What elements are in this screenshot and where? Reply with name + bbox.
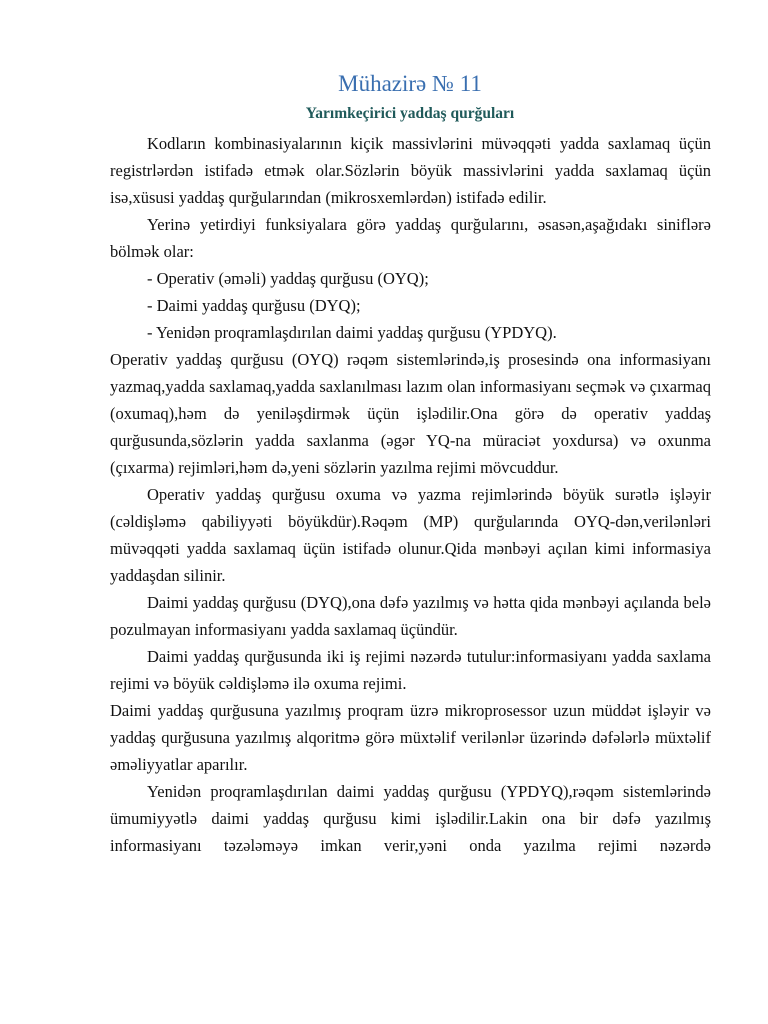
paragraph-dyq-modes: Daimi yaddaş qurğusunda iki iş rejimi nəzərdə tutulur:informasiyanı yadda saxlama rejimi və böyük cəldişləmə ilə oxuma rejimi. bbox=[110, 647, 711, 693]
list-item-dyq: - Daimi yaddaş qurğusu (DYQ); bbox=[147, 296, 361, 315]
paragraph-ypdyq-description: Yenidən proqramlaşdırılan daimi yaddaş qurğusu (YPDYQ),rəqəm sistemlərində ümumiyyətlə daimi yaddaş qurğusu kimi işlədilir.Lakin ona bir dəfə yazılmış informasiyanı təzələməyə imkan verir,yəni onda yazılma rejimi nəzərdə bbox=[110, 782, 711, 855]
paragraph-oyq-description: Operativ yaddaş qurğusu (OYQ) rəqəm sistemlərində,iş prosesində ona informasiyanı yazmaq,yadda saxlamaq,yadda saxlanılması lazım olan informasiyanı seçmək və çıxarmaq (oxumaq),həm də yeniləşdirmək üçün işlədilir.Ona görə də operativ yaddaş qurğusunda,sözlərin yadda saxlanma (əgər YQ-na müraciət yoxdursa) və oxunma (çıxarma) rejimləri,həm də,yeni sözlərin yazılma rejimi mövcuddur. bbox=[110, 350, 711, 477]
list-item-oyq: - Operativ (əməli) yaddaş qurğusu (OYQ); bbox=[147, 269, 429, 288]
paragraph-registers: Kodların kombinasiyalarının kiçik massivlərini müvəqqəti yadda saxlamaq üçün registrlərdən istifadə etmək olar.Sözlərin böyük massivlərini yadda saxlamaq üçün isə,xüsusi yaddaş qurğularından (mikrosxemlərdən) istifadə edilir. bbox=[110, 134, 711, 207]
document-body bbox=[110, 130, 711, 859]
paragraph-dyq-description: Daimi yaddaş qurğusu (DYQ),ona dəfə yazılmış və hətta qida mənbəyi açılanda belə pozulmayan informasiyanı yadda saxlamaq üçündür. bbox=[110, 593, 711, 639]
list-item-ypdyq: - Yenidən proqramlaşdırılan daimi yaddaş qurğusu (YPDYQ). bbox=[147, 323, 557, 342]
paragraph-dyq-program: Daimi yaddaş qurğusuna yazılmış proqram üzrə mikroprosessor uzun müddət işləyir və yaddaş qurğusuna yazılmış alqoritmə görə müxtəlif verilənlər üzərində dəfələrlə müxtəlif əməliyyatlar aparılır. bbox=[110, 701, 711, 774]
paragraph-oyq-speed: Operativ yaddaş qurğusu oxuma və yazma rejimlərində böyük surətlə işləyir (cəldişləmə qabiliyyəti böyükdür).Rəqəm (MP) qurğularında OYQ-dən,verilənləri müvəqqəti yadda saxlamaq üçün istifadə olunur.Qida mənbəyi açılan kimi informasiya yaddaşdan silinir. bbox=[110, 485, 711, 585]
page-subtitle: Yarımkeçirici yaddaş qurğuları bbox=[305, 105, 515, 122]
paragraph-classification: Yerinə yetirdiyi funksiyalara görə yaddaş qurğularını, əsasən,aşağıdakı siniflərə bölmək olar: bbox=[110, 215, 711, 261]
page-title: Mühazirə № 11 bbox=[338, 71, 482, 96]
